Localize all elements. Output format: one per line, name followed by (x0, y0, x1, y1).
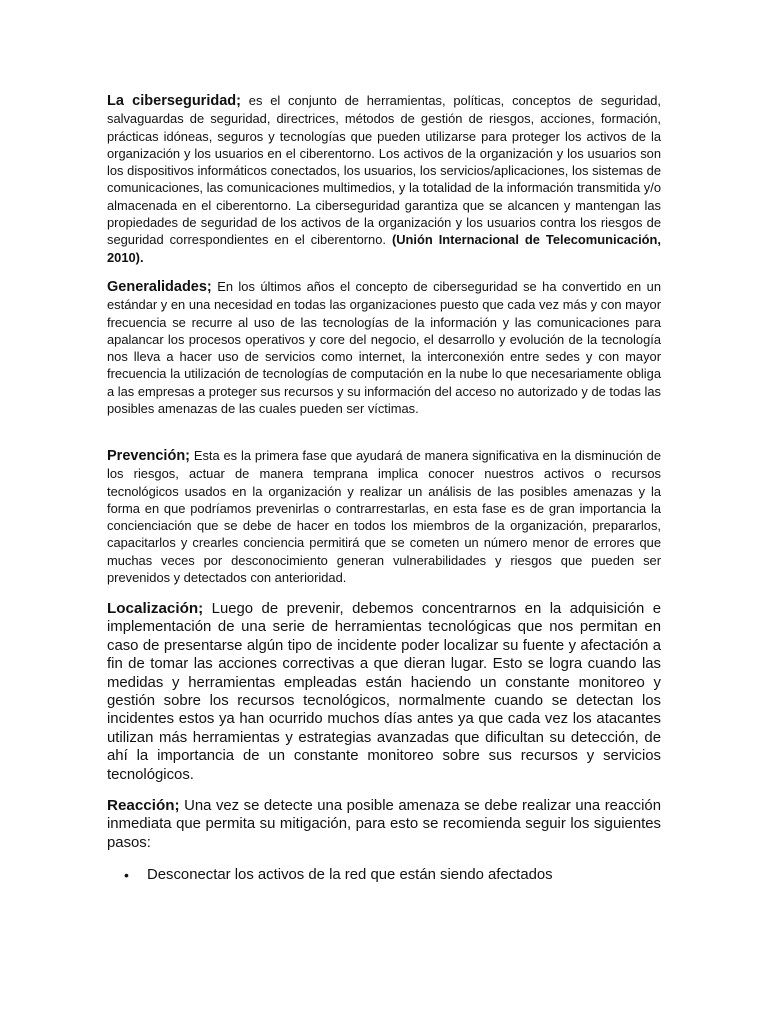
term-prevencion: Prevención; (107, 448, 190, 464)
paragraph-generalidades-text: En los últimos años el concepto de ciberseguridad se ha convertido en un estándar y en una necesidad en todas las organizaciones puesto que cada vez más y con mayor frecuencia se recurre al uso de las tecnologías de la información y las comunicaciones para apalancar los procesos operativos y core del negocio, el desarrollo y evolución de la tecnología nos lleva a hacer uso de servicios como internet, la interconexión entre sedes y con mayor frecuencia la utilización de tecnologías de computación en la nube lo que necesariamente obliga a las empresas a proteger sus recursos y su información del acceso no autorizado y de todas las posibles amenazas de las cuales pueden ser víctimas. (107, 279, 661, 417)
list-item (107, 866, 661, 884)
citation: (Unión Internacional de Telecomunicación, 2010). (107, 232, 661, 265)
paragraph-prevencion-text: Esta es la primera fase que ayudará de manera significativa en la disminución de los riesgos, actuar de manera temprana implica conocer nuestros activos o recursos tecnológicos usados en la organización y realizar un análisis de las posibles amenazas y la forma en que podríamos prevenirlas o contrarrestarlas, en esta fase es de gran importancia la concienciación que se debe de hacer en todos los miembros de la organización, prepararlos, capacitarlos y crearles conciencia permitirá que se cometen un número menor de errores que muchas veces por desconocimiento generan vulnerabilidades y riesgos que pueden ser prevenidos y detectados con anterioridad. (107, 448, 661, 586)
list-item-text: Desconectar los activos de la red que están siendo afectados (147, 867, 553, 883)
paragraph-ciberseguridad (107, 92, 661, 266)
paragraph-generalidades (107, 278, 661, 417)
paragraph-localizacion (107, 600, 661, 784)
paragraph-prevencion (107, 447, 661, 586)
paragraph-reaccion (107, 797, 661, 852)
term-localizacion: Localización; (107, 600, 204, 617)
paragraph-reaccion-text: Una vez se detecte una posible amenaza se debe realizar una reacción inmediata que permita su mitigación, para esto se recomienda seguir los siguientes pasos: (107, 798, 661, 851)
paragraph-localizacion-text: Luego de prevenir, debemos concentrarnos en la adquisición e implementación de una serie de herramientas tecnológicas que nos permitan en caso de presentarse algún tipo de incidente poder localizar su fuente y afectación a fin de tomar las acciones correctivas a que dieran lugar. Esto se logra cuando las medidas y herramientas empleadas están haciendo un constante monitoreo y gestión sobre los recursos tecnológicos, normalmente cuando se detectan los incidentes estos ya han ocurrido muchos días antes ya que cada vez los atacantes utilizan más herramientas y estrategias avanzadas que dificultan su detección, de ahí la importancia de un constante monitoreo sobre sus recursos y servicios tecnológicos. (107, 601, 661, 783)
term-reaccion: Reacción; (107, 797, 180, 814)
bullet-dot-icon: • (124, 867, 129, 883)
paragraph-ciberseguridad-text: es el conjunto de herramientas, políticas, conceptos de seguridad, salvaguardas de seguridad, directrices, métodos de gestión de riesgos, acciones, formación, prácticas idóneas, seguros y tecnologías que pueden utilizarse para proteger los activos de la organización y los usuarios en el ciberentorno. Los activos de la organización y los usuarios son los dispositivos informáticos conectados, los usuarios, los servicios/aplicaciones, los sistemas de comunicaciones, las comunicaciones multimedios, y la totalidad de la información transmitida y/o almacenada en el ciberentorno. La ciberseguridad garantiza que se alcancen y mantengan las propiedades de seguridad de los activos de la organización y los usuarios contra los riesgos de seguridad correspondientes en el ciberentorno. (107, 93, 661, 248)
term-generalidades: Generalidades; (107, 279, 212, 295)
steps-list (107, 866, 661, 884)
term-ciberseguridad: La ciberseguridad; (107, 93, 241, 109)
